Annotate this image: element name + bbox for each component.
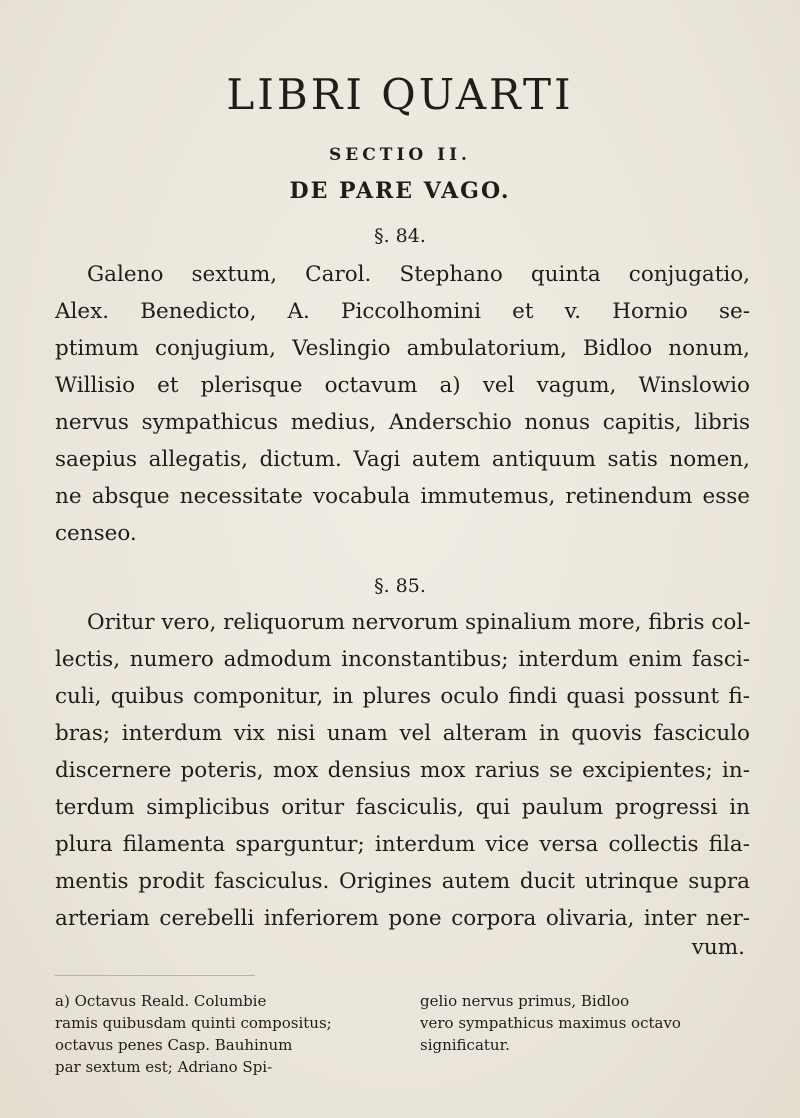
text-line: discernere poteris, mox densius mox rarius se excipientes; in-: [55, 758, 750, 783]
text-line: mentis prodit fasciculus. Origines autem ducit utrinque supra: [55, 869, 750, 894]
text-line: nervus sympathicus medius, Anderschio nonus capitis, libris: [55, 410, 750, 435]
footnote-right-column: [420, 990, 760, 1078]
paragraph-number-85: §. 85.: [374, 575, 426, 597]
text-line: bras; interdum vix nisi unam vel alteram in quovis fasciculo: [55, 721, 750, 746]
section-subtitle: DE PARE VAGO.: [289, 178, 511, 204]
section-heading: SECTIO II.: [329, 145, 471, 165]
catchword: vum.: [691, 935, 745, 960]
paragraph-84-body: [55, 256, 750, 552]
text-line: saepius allegatis, dictum. Vagi autem antiquum satis nomen,: [55, 447, 750, 472]
text-line: ptimum conjugium, Veslingio ambulatorium, Bidloo nonum,: [55, 336, 750, 361]
footnote-line: a) Octavus Reald. Columbie: [55, 992, 267, 1010]
footnote-line: par sextum est; Adriano Spi-: [55, 1058, 273, 1076]
paragraph-number-84: §. 84.: [374, 225, 426, 247]
book-title: LIBRI QUARTI: [226, 70, 574, 119]
footnote-line: vero sympathicus maximus octavo: [420, 1014, 681, 1032]
footnote-left-column: [55, 990, 395, 1078]
footnote-line: significatur.: [420, 1036, 510, 1054]
text-line: Galeno sextum, Carol. Stephano quinta conjugatio,: [87, 262, 750, 287]
footnotes: [55, 990, 760, 1078]
text-line: Willisio et plerisque octavum a) vel vagum, Winslowio: [55, 373, 750, 398]
text-line: ne absque necessitate vocabula immutemus, retinendum esse: [55, 484, 750, 509]
footnote-line: ramis quibusdam quinti compositus;: [55, 1014, 332, 1032]
text-line: lectis, numero admodum inconstantibus; interdum enim fasci-: [55, 647, 750, 672]
text-line: terdum simplicibus oritur fasciculis, qui paulum progressi in: [55, 795, 750, 820]
text-line: arteriam cerebelli inferiorem pone corpora olivaria, inter ner-: [55, 906, 750, 931]
paragraph-85-body: [55, 604, 750, 937]
footnote-line: octavus penes Casp. Bauhinum: [55, 1036, 293, 1054]
text-line: Alex. Benedicto, A. Piccolhomini et v. Hornio se-: [55, 299, 750, 324]
text-line: plura filamenta sparguntur; interdum vice versa collectis fila-: [55, 832, 750, 857]
text-line: culi, quibus componitur, in plures oculo findi quasi possunt fi-: [55, 684, 750, 709]
text-line: censeo.: [55, 521, 137, 546]
footnote-line: gelio nervus primus, Bidloo: [420, 992, 630, 1010]
footnote-divider: [55, 975, 255, 976]
text-line: Oritur vero, reliquorum nervorum spinalium more, fibris col-: [87, 610, 751, 635]
